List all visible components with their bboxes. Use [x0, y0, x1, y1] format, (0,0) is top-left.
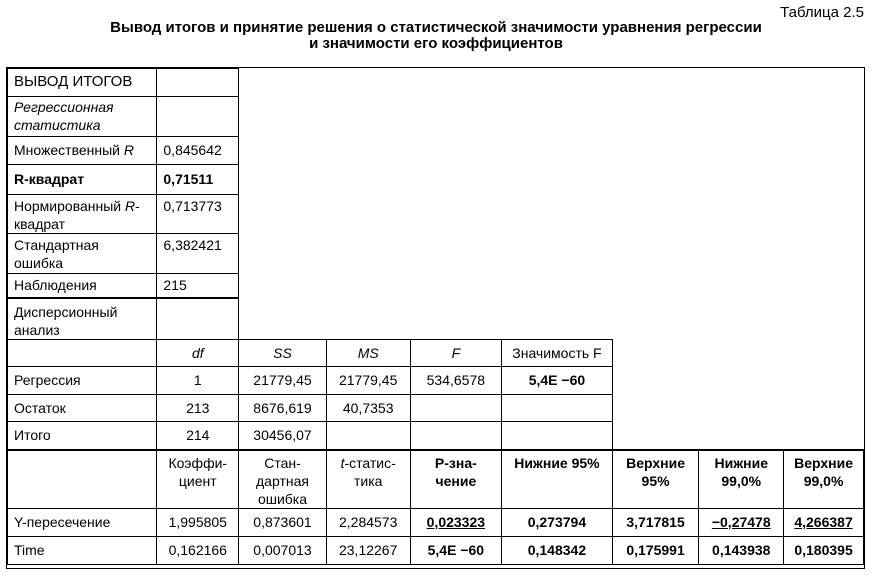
- time-upper-95: 0,175991: [612, 536, 699, 564]
- r-squared-value: 0,71511: [157, 165, 239, 195]
- anova-total-df: 214: [157, 422, 239, 450]
- intercept-std-error: 0,873601: [239, 508, 327, 536]
- anova-residual-significance: [502, 395, 613, 422]
- anova-regression-f: 534,6578: [410, 367, 502, 395]
- time-lower-99: 0,143938: [699, 536, 784, 564]
- coef-header-upper-95: Верхние 95%: [612, 450, 699, 509]
- anova-row-regression: Регрессия: [8, 367, 157, 395]
- anova-regression-significance: 5,4E −60: [502, 367, 613, 395]
- std-error-value: 6,382421: [157, 234, 239, 274]
- time-p-value: 5,4E −60: [410, 536, 502, 564]
- intercept-lower-95: 0,273794: [502, 508, 613, 536]
- coef-header-p-value: P-зна-чение: [410, 450, 502, 509]
- anova-total-ms: [326, 422, 410, 450]
- anova-total-ss: 30456,07: [239, 422, 327, 450]
- std-error-label: Стандартная ошибка: [8, 234, 157, 274]
- anova-regression-ms: 21779,45: [326, 367, 410, 395]
- coef-header-lower-95: Нижние 95%: [502, 450, 613, 509]
- multiple-r-value: 0,845642: [157, 137, 239, 165]
- anova-row-residual: Остаток: [8, 395, 157, 422]
- anova-residual-ms: 40,7353: [326, 395, 410, 422]
- anova-residual-f: [410, 395, 502, 422]
- intercept-t-stat: 2,284573: [326, 508, 410, 536]
- coef-header-t-stat: t-статис-тика: [326, 450, 410, 509]
- anova-total-f: [410, 422, 502, 450]
- r-squared-label: R-квадрат: [8, 165, 157, 195]
- page-title: [0, 20, 872, 52]
- time-std-error: 0,007013: [239, 536, 327, 564]
- title-line-2: и значимости его коэффициентов: [309, 35, 563, 52]
- anova-header-ss: SS: [239, 340, 327, 367]
- intercept-lower-99: −0,27478: [699, 508, 784, 536]
- results-table: [7, 68, 864, 565]
- coef-row-intercept: Y-пересечение: [8, 508, 157, 536]
- coef-row-time: Time: [8, 536, 157, 564]
- table-number: Таблица 2.5: [780, 4, 864, 21]
- multiple-r-label: Множественный R: [8, 137, 157, 165]
- time-coefficient: 0,162166: [157, 536, 239, 564]
- adjusted-r-label: Нормированный R-квадрат: [8, 195, 157, 234]
- anova-header-significance: Значимость F: [502, 340, 613, 367]
- observations-label: Наблюдения: [8, 274, 157, 298]
- coef-header-coefficient: Коэффи-циент: [157, 450, 239, 509]
- time-t-stat: 23,12267: [326, 536, 410, 564]
- adjusted-r-value: 0,713773: [157, 195, 239, 234]
- time-upper-99: 0,180395: [784, 536, 864, 564]
- anova-header-df: df: [157, 340, 239, 367]
- title-line-1: Вывод итогов и принятие решения о статистической значимости уравнения регрессии: [110, 19, 762, 36]
- anova-regression-ss: 21779,45: [239, 367, 327, 395]
- intercept-coefficient: 1,995805: [157, 508, 239, 536]
- anova-total-significance: [502, 422, 613, 450]
- anova-regression-df: 1: [157, 367, 239, 395]
- anova-row-total: Итого: [8, 422, 157, 450]
- anova-residual-df: 213: [157, 395, 239, 422]
- anova-header-ms: MS: [326, 340, 410, 367]
- observations-value: 215: [157, 274, 239, 298]
- regression-stats-label: Регрессионная статистика: [8, 97, 157, 137]
- intercept-upper-95: 3,717815: [612, 508, 699, 536]
- intercept-p-value: 0,023323: [410, 508, 502, 536]
- anova-title: Дисперсионный анализ: [8, 298, 157, 340]
- intercept-upper-99: 4,266387: [784, 508, 864, 536]
- coef-header-upper-99: Верхние 99,0%: [784, 450, 864, 509]
- coef-header-std-error: Стан-дартная ошибка: [239, 450, 327, 509]
- time-lower-95: 0,148342: [502, 536, 613, 564]
- coef-header-lower-99: Нижние 99,0%: [699, 450, 784, 509]
- summary-header: ВЫВОД ИТОГОВ: [8, 69, 157, 97]
- anova-residual-ss: 8676,619: [239, 395, 327, 422]
- results-frame: [6, 67, 865, 569]
- anova-header-f: F: [410, 340, 502, 367]
